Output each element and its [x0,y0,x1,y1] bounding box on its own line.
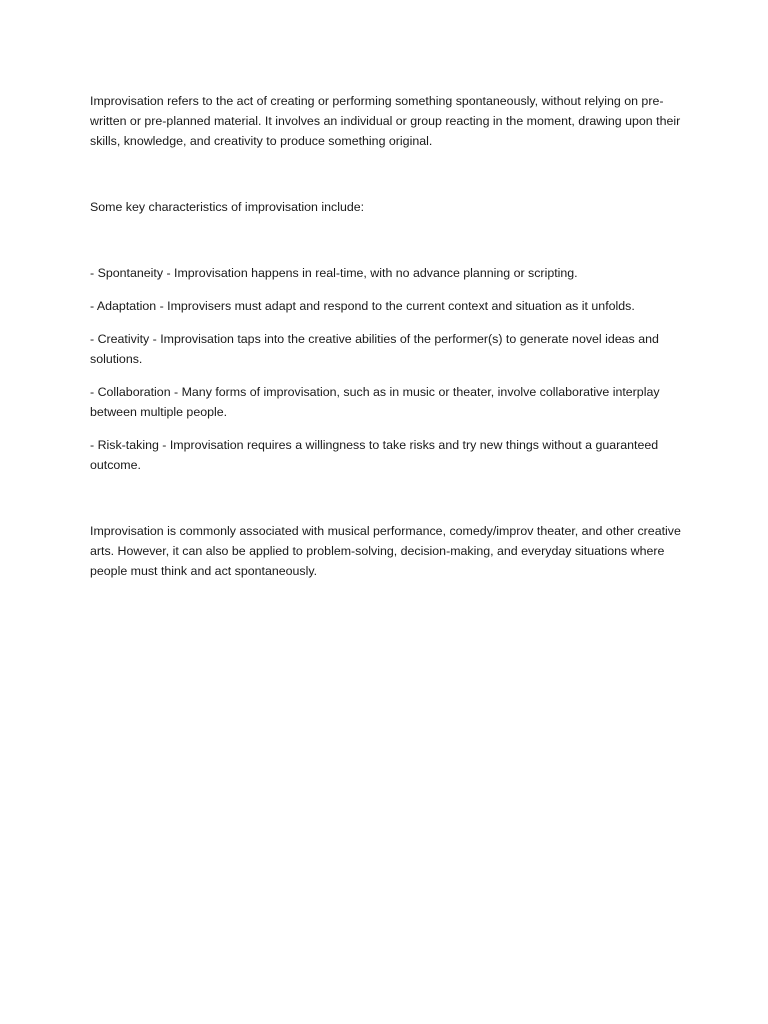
bullet-collaboration: - Collaboration - Many forms of improvisation, such as in music or theater, involve collaborative interplay between multiple people. [90,385,660,419]
bullet-spontaneity: - Spontaneity - Improvisation happens in real-time, with no advance planning or scripting. [90,266,578,280]
bullet-adaptation: - Adaptation - Improvisers must adapt and respond to the current context and situation as it unfolds. [90,299,635,313]
characteristics-lead: Some key characteristics of improvisation include: [90,200,365,214]
intro-paragraph: Improvisation refers to the act of creating or performing something spontaneously, without relying on pre-written or pre-planned material. It involves an individual or group reacting in the moment, drawing upon their skills, knowledge, and creativity to produce something original. [90,94,681,148]
closing-paragraph: Improvisation is commonly associated with musical performance, comedy/improv theater, and other creative arts. However, it can also be applied to problem-solving, decision-making, and everyday situations where people must think and act spontaneously. [90,524,681,578]
bullet-creativity: - Creativity - Improvisation taps into the creative abilities of the performer(s) to generate novel ideas and solutions. [90,332,659,366]
document-body [90,91,682,581]
bullet-risk-taking: - Risk-taking - Improvisation requires a willingness to take risks and try new things without a guaranteed outcome. [90,438,659,472]
